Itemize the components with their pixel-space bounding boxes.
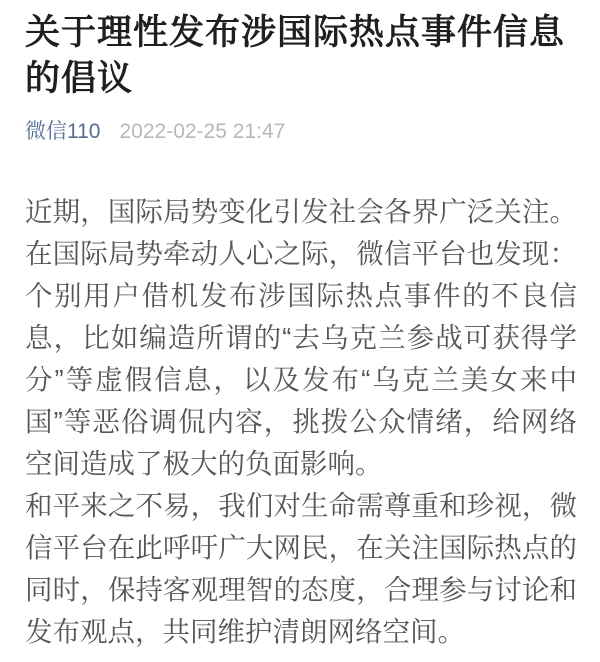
paragraph-1: 近期，国际局势变化引发社会各界广泛关注。在国际局势牵动人心之际，微信平台也发现：个别用户借机发布涉国际热点事件的不良信息，比如编造所谓的“去乌克兰参战可获得学分”等虚假信息，以及发布“乌克兰美女来中国”等恶俗调侃内容，挑拨公众情绪，给网络空间造成了极大的负面影响。: [25, 196, 577, 479]
author-link[interactable]: 微信110: [25, 120, 101, 143]
article-title: 关于理性发布涉国际热点事件信息的倡议: [25, 13, 566, 98]
publish-time: 2022-02-25 21:47: [119, 120, 286, 143]
article-body: [25, 191, 577, 653]
article-meta: [25, 117, 577, 147]
paragraph-2: 和平来之不易，我们对生命需尊重和珍视，微信平台在此呼吁广大网民，在关注国际热点的同时，保持客观理智的态度，合理参与讨论和发布观点，共同维护清朗网络空间。: [25, 490, 577, 647]
